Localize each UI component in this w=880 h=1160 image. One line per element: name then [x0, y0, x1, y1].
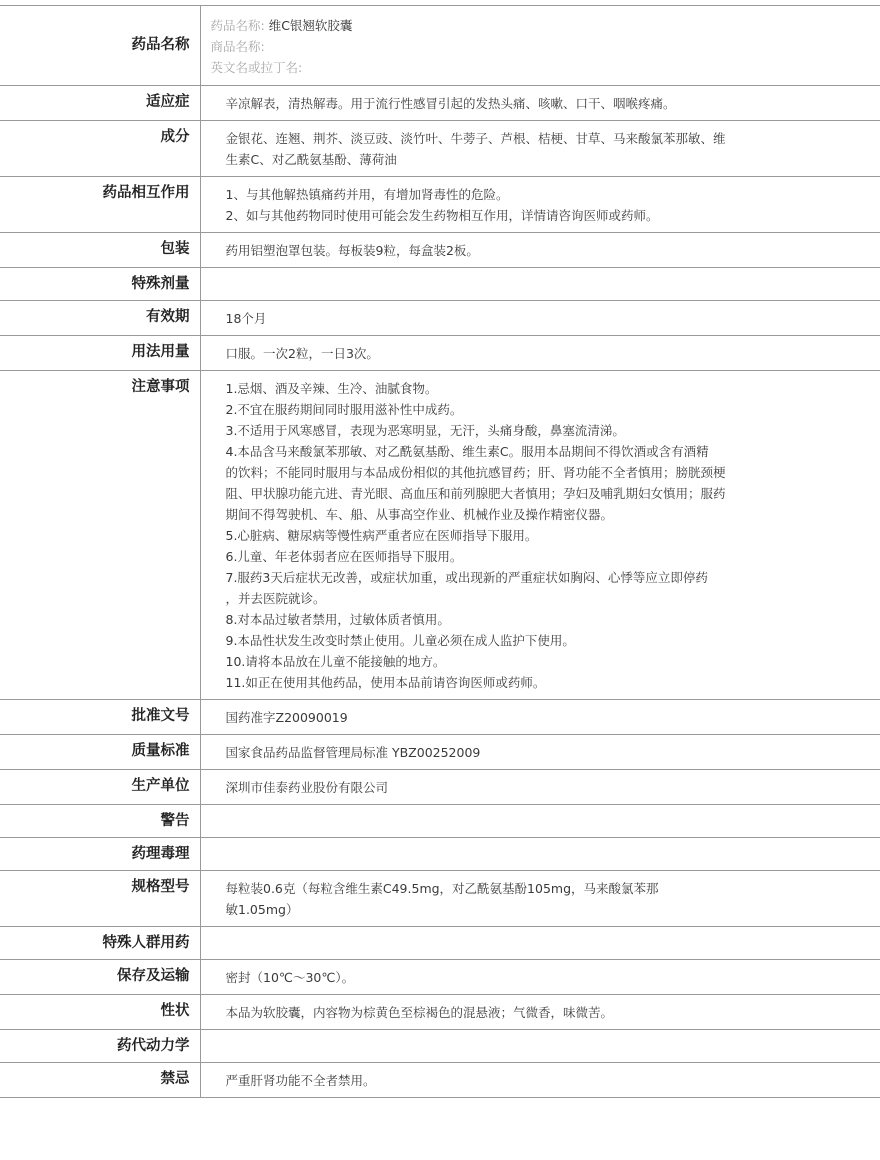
row-value-line: 辛凉解表，清热解毒。用于流行性感冒引起的发热头痛、咳嗽、口干、咽喉疼痛。 [225, 96, 676, 111]
row-value-line: 期间不得驾驶机、车、船、从事高空作业、机械作业及操作精密仪器。 [225, 507, 614, 522]
row-label-precautions: 注意事项 [0, 371, 200, 700]
row-label-warnings: 警告 [0, 805, 200, 838]
trade-name-line [211, 36, 791, 57]
row-packaging [0, 233, 880, 268]
row-shelf-life [0, 301, 880, 336]
row-value-line: 4.本品含马来酸氯苯那敏、对乙酰氨基酚、维生素C。服用本品期间不得饮酒或含有酒精 [225, 444, 709, 459]
row-label-shelf-life: 有效期 [0, 301, 200, 336]
drug-info-table-body [0, 6, 880, 1098]
generic-name-key: 药品名称: [210, 18, 265, 33]
row-value-line: 口服。一次2粒，一日3次。 [225, 346, 379, 361]
row-indications [0, 86, 880, 121]
row-value-line: 药用铝塑泡罩包装。每板装9粒，每盒装2板。 [225, 243, 479, 258]
generic-name-line [211, 15, 791, 36]
row-dosage [0, 336, 880, 371]
row-value-pharmacokinetics [200, 1030, 880, 1063]
row-label-ingredients: 成分 [0, 121, 200, 177]
row-value-line: 的饮料；不能同时服用与本品成份相似的其他抗感冒药；肝、肾功能不全者慎用；膀胱颈梗 [225, 465, 726, 480]
row-label-appearance: 性状 [0, 995, 200, 1030]
row-drug-interactions [0, 177, 880, 233]
row-special-dosage [0, 268, 880, 301]
row-storage-transport [0, 960, 880, 995]
row-value-appearance [200, 995, 880, 1030]
row-value-line: 2、如与其他药物同时使用可能会发生药物相互作用，详情请咨询医师或药师。 [225, 208, 659, 223]
row-pharmacology-toxicology [0, 838, 880, 871]
row-label-manufacturer: 生产单位 [0, 770, 200, 805]
row-label-pharmacokinetics: 药代动力学 [0, 1030, 200, 1063]
row-label-pharmacology-toxicology: 药理毒理 [0, 838, 200, 871]
row-label-packaging: 包装 [0, 233, 200, 268]
row-specification [0, 871, 880, 927]
row-label-storage-transport: 保存及运输 [0, 960, 200, 995]
row-special-populations [0, 927, 880, 960]
row-value-line: 2.不宜在服药期间同时服用滋补性中成药。 [225, 402, 463, 417]
row-value-approval-number [200, 700, 880, 735]
row-value-line: 6.儿童、年老体弱者应在医师指导下服用。 [225, 549, 463, 564]
row-value-line: 5.心脏病、糖尿病等慢性病严重者应在医师指导下服用。 [225, 528, 538, 543]
row-value-line: 阻、甲状腺功能亢进、青光眼、高血压和前列腺肥大者慎用；孕妇及哺乳期妇女慎用；服药 [225, 486, 726, 501]
row-value-quality-standard [200, 735, 880, 770]
row-value-packaging [200, 233, 880, 268]
row-label-quality-standard: 质量标准 [0, 735, 200, 770]
row-value-precautions [200, 371, 880, 700]
row-value-indications [200, 86, 880, 121]
row-manufacturer [0, 770, 880, 805]
generic-name-value: 维C银翘软胶囊 [268, 18, 353, 33]
row-value-line: 金银花、连翘、荆芥、淡豆豉、淡竹叶、牛蒡子、芦根、桔梗、甘草、马来酸氯苯那敏、维 [225, 131, 726, 146]
row-value-line: 本品为软胶囊，内容物为棕黄色至棕褐色的混悬液；气微香，味微苦。 [225, 1005, 614, 1020]
row-appearance [0, 995, 880, 1030]
row-value-line: 生素C、对乙酰氨基酚、薄荷油 [225, 152, 397, 167]
row-precautions [0, 371, 880, 700]
row-value-special-dosage [200, 268, 880, 301]
row-value-storage-transport [200, 960, 880, 995]
row-value-line: 国家食品药品监督管理局标准 YBZ00252009 [225, 745, 481, 760]
row-value-warnings [200, 805, 880, 838]
drug-info-table [0, 5, 880, 1098]
row-label-indications: 适应症 [0, 86, 200, 121]
row-value-line: 11.如正在使用其他药品，使用本品前请咨询医师或药师。 [225, 675, 546, 690]
row-value-line: 密封（10℃～30℃）。 [225, 970, 355, 985]
row-value-shelf-life [200, 301, 880, 336]
row-label-drug-name: 药品名称 [0, 6, 200, 86]
row-contraindications [0, 1063, 880, 1098]
row-label-dosage: 用法用量 [0, 336, 200, 371]
drug-names-cell [200, 6, 880, 86]
row-quality-standard [0, 735, 880, 770]
row-value-line: 国药准字Z20090019 [225, 710, 348, 725]
row-label-approval-number: 批准文号 [0, 700, 200, 735]
row-value-line: 严重肝肾功能不全者禁用。 [225, 1073, 376, 1088]
row-value-line: 9.本品性状发生改变时禁止使用。儿童必须在成人监护下使用。 [225, 633, 575, 648]
row-value-line: 3.不适用于风寒感冒，表现为恶寒明显，无汗，头痛身酸，鼻塞流清涕。 [225, 423, 625, 438]
row-label-contraindications: 禁忌 [0, 1063, 200, 1098]
english-name-key: 英文名或拉丁名: [210, 60, 303, 75]
trade-name-key: 商品名称: [210, 39, 265, 54]
row-value-ingredients [200, 121, 880, 177]
row-label-special-populations: 特殊人群用药 [0, 927, 200, 960]
english-name-line [211, 57, 791, 78]
row-value-line: 敏1.05mg） [225, 902, 299, 917]
row-label-special-dosage: 特殊剂量 [0, 268, 200, 301]
row-value-line: 18个月 [225, 311, 267, 326]
row-value-line: 8.对本品过敏者禁用，过敏体质者慎用。 [225, 612, 450, 627]
row-value-line: 每粒装0.6克（每粒含维生素C49.5mg，对乙酰氨基酚105mg，马来酸氯苯那 [225, 881, 659, 896]
row-value-specification [200, 871, 880, 927]
row-value-line: 1、与其他解热镇痛药并用，有增加肾毒性的危险。 [225, 187, 509, 202]
row-pharmacokinetics [0, 1030, 880, 1063]
row-ingredients [0, 121, 880, 177]
row-value-line: 1.忌烟、酒及辛辣、生冷、油腻食物。 [225, 381, 438, 396]
row-value-drug-interactions [200, 177, 880, 233]
row-value-line: 10.请将本品放在儿童不能接触的地方。 [225, 654, 446, 669]
row-value-line: 7.服药3天后症状无改善，或症状加重，或出现新的严重症状如胸闷、心悸等应立即停药 [225, 570, 708, 585]
row-value-dosage [200, 336, 880, 371]
row-warnings [0, 805, 880, 838]
row-value-manufacturer [200, 770, 880, 805]
row-value-line: 深圳市佳泰药业股份有限公司 [225, 780, 389, 795]
row-approval-number [0, 700, 880, 735]
row-value-contraindications [200, 1063, 880, 1098]
row-value-line: ，并去医院就诊。 [225, 591, 326, 606]
row-value-pharmacology-toxicology [200, 838, 880, 871]
row-label-drug-interactions: 药品相互作用 [0, 177, 200, 233]
row-value-special-populations [200, 927, 880, 960]
row-label-specification: 规格型号 [0, 871, 200, 927]
row-drug-name [0, 6, 880, 86]
